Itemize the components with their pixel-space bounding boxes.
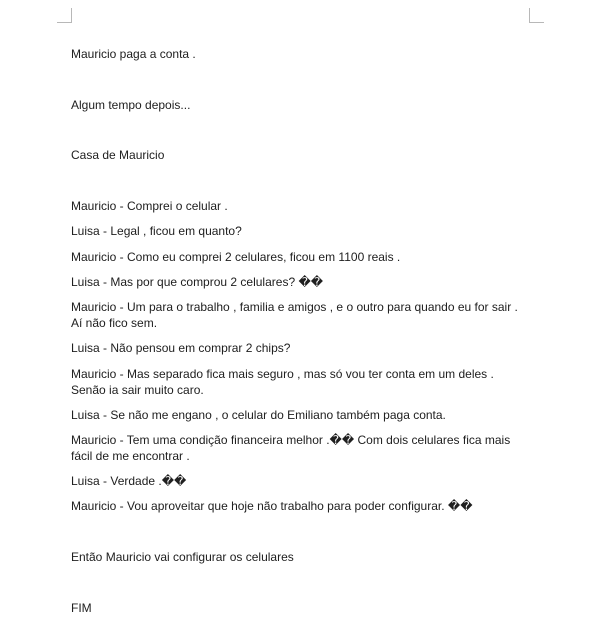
- paragraph-narration: Então Mauricio vai configurar os celulares: [71, 550, 294, 564]
- margin-corner-top-left: [57, 8, 72, 23]
- paragraph-ending: FIM: [71, 601, 92, 615]
- paragraph-dialogue: Luisa - Não pensou em comprar 2 chips?: [71, 341, 291, 355]
- paragraph-dialogue: Luisa - Mas por que comprou 2 celulares? ��: [71, 275, 324, 289]
- paragraph-dialogue: Mauricio - Mas separado fica mais seguro , mas só vou ter conta em um deles . Senão ia sair muito caro.: [71, 367, 494, 397]
- margin-corner-top-right: [529, 8, 544, 23]
- paragraph-dialogue: Luisa - Verdade .��: [71, 474, 187, 488]
- paragraph-dialogue: Luisa - Legal , ficou em quanto?: [71, 224, 242, 238]
- paragraph-narration: Mauricio paga a conta .: [71, 47, 196, 61]
- paragraph-dialogue: Luisa - Se não me engano , o celular do Emiliano também paga conta.: [71, 408, 446, 422]
- paragraph-narration: Algum tempo depois...: [71, 98, 191, 112]
- paragraph-dialogue: Mauricio - Vou aproveitar que hoje não trabalho para poder configurar. ��: [71, 499, 473, 513]
- paragraph-dialogue: Mauricio - Como eu comprei 2 celulares, ficou em 1100 reais .: [71, 250, 401, 264]
- paragraph-dialogue: Mauricio - Comprei o celular .: [71, 199, 228, 213]
- paragraph-scene-heading: Casa de Mauricio: [71, 148, 165, 162]
- paragraph-dialogue: Mauricio - Tem uma condição financeira melhor .�� Com dois celulares fica mais fácil de me encontrar .: [71, 433, 511, 463]
- paragraph-dialogue: Mauricio - Um para o trabalho , familia e amigos , e o outro para quando eu for sair . Aí não fico sem.: [71, 300, 518, 330]
